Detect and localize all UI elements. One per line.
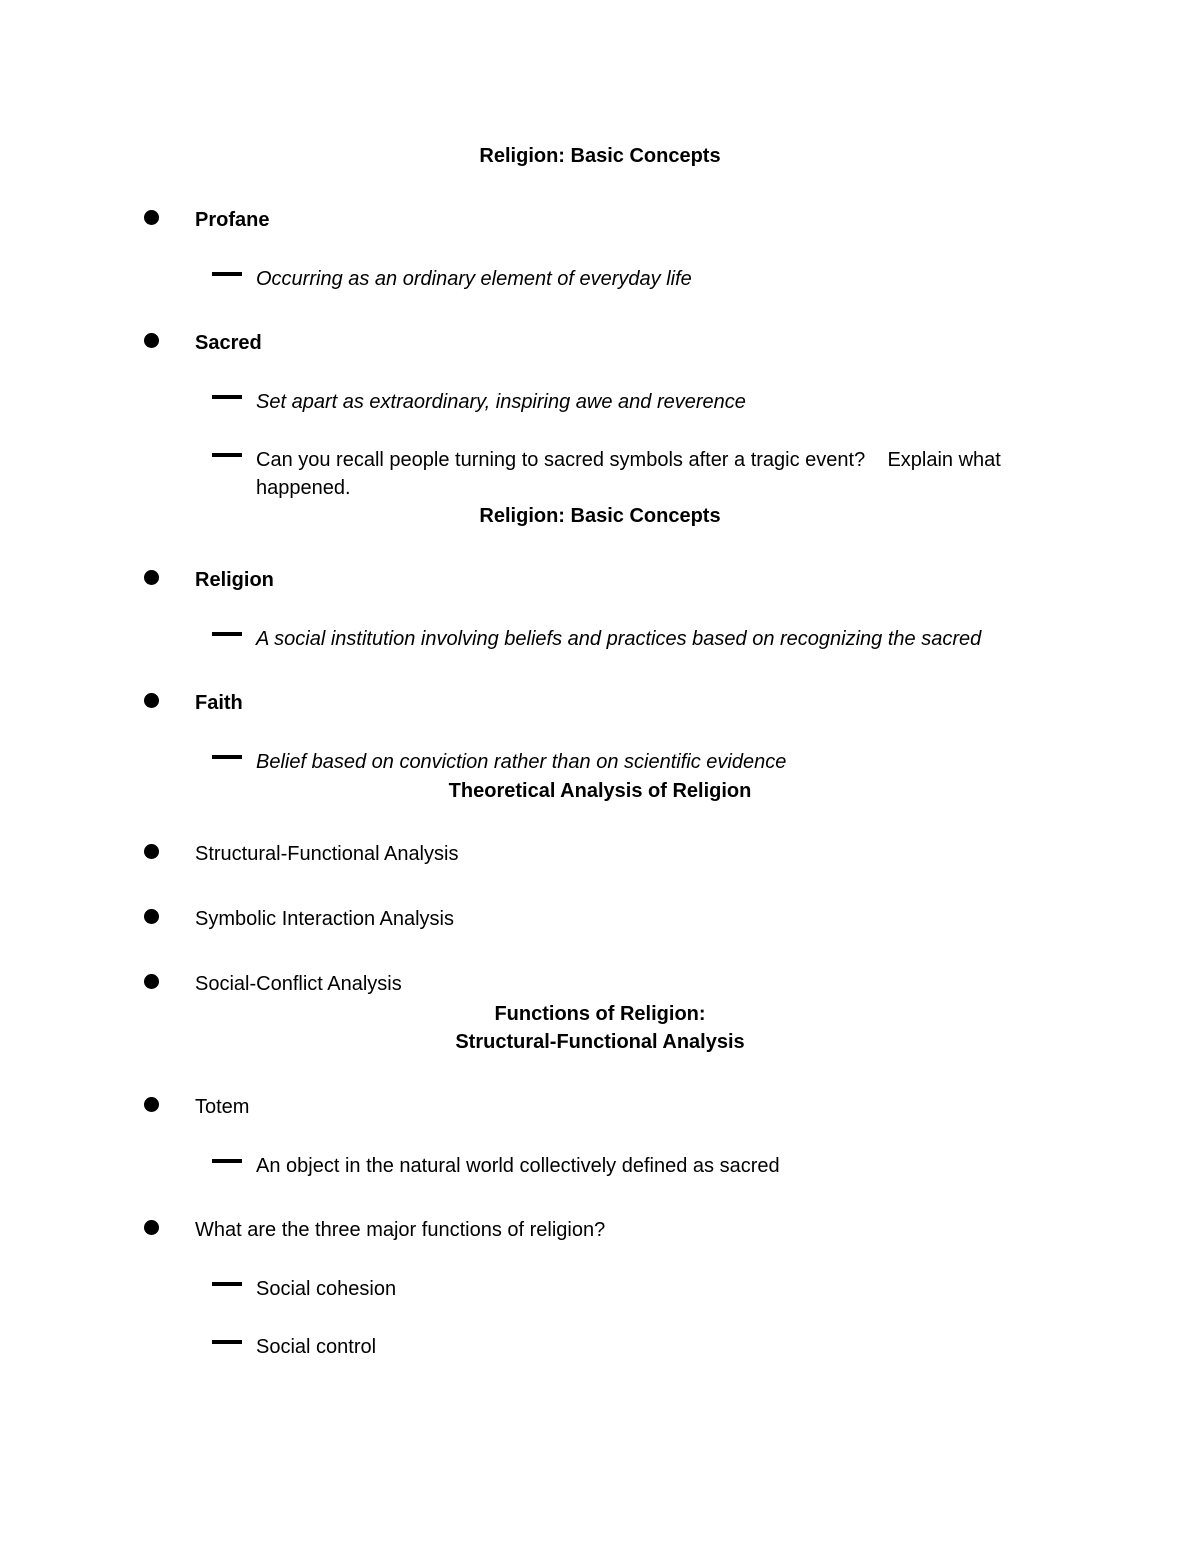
dash-icon bbox=[212, 272, 242, 276]
dash-icon bbox=[212, 453, 242, 457]
sub-item-text: Social cohesion bbox=[256, 1278, 397, 1300]
dash-icon bbox=[212, 395, 242, 399]
bullet-item bbox=[0, 971, 1200, 1001]
bullet-term: Structural-Functional Analysis bbox=[195, 843, 459, 865]
sub-item-text: Belief based on conviction rather than on scientific evidence bbox=[256, 751, 787, 773]
sub-item-text: Set apart as extraordinary, inspiring awe and reverence bbox=[256, 391, 746, 413]
bullet-item bbox=[0, 330, 1200, 360]
section-heading: Theoretical Analysis of Religion bbox=[448, 780, 752, 802]
bullet-term: Faith bbox=[195, 692, 243, 714]
bullet-dot-icon bbox=[144, 909, 159, 924]
bullet-dot-icon bbox=[144, 210, 159, 225]
bullet-term: What are the three major functions of religion? bbox=[195, 1219, 606, 1241]
dash-icon bbox=[212, 1159, 242, 1163]
bullet-dot-icon bbox=[144, 333, 159, 348]
dash-icon bbox=[212, 1282, 242, 1286]
bullet-item bbox=[0, 841, 1200, 871]
bullet-term: Totem bbox=[195, 1096, 250, 1118]
sub-item-text: Social control bbox=[256, 1336, 377, 1358]
bullet-dot-icon bbox=[144, 693, 159, 708]
dash-icon bbox=[212, 755, 242, 759]
bullet-term: Symbolic Interaction Analysis bbox=[195, 908, 455, 930]
dash-icon bbox=[212, 1340, 242, 1344]
sub-item-text: An object in the natural world collectively defined as sacred bbox=[256, 1155, 780, 1177]
bullet-dot-icon bbox=[144, 844, 159, 859]
bullet-term: Social-Conflict Analysis bbox=[195, 973, 402, 995]
section-heading: Functions of Religion: bbox=[494, 1003, 706, 1025]
bullet-dot-icon bbox=[144, 974, 159, 989]
bullet-term: Profane bbox=[195, 209, 270, 231]
bullet-term: Religion bbox=[195, 569, 274, 591]
section-subheading: Structural-Functional Analysis bbox=[455, 1031, 745, 1053]
bullet-item bbox=[0, 1094, 1200, 1124]
bullet-item bbox=[0, 1217, 1200, 1247]
sub-item-text: A social institution involving beliefs and practices based on recognizing the sacred bbox=[256, 628, 982, 650]
bullet-dot-icon bbox=[144, 1220, 159, 1235]
bullet-item bbox=[0, 207, 1200, 237]
bullet-dot-icon bbox=[144, 1097, 159, 1112]
bullet-item bbox=[0, 690, 1200, 720]
bullet-item bbox=[0, 906, 1200, 936]
bullet-dot-icon bbox=[144, 570, 159, 585]
sub-item-text: Occurring as an ordinary element of everyday life bbox=[256, 268, 692, 290]
sub-item-text: Can you recall people turning to sacred symbols after a tragic event? Explain what happened. bbox=[256, 449, 1007, 499]
section-heading: Religion: Basic Concepts bbox=[479, 145, 721, 167]
bullet-item bbox=[0, 567, 1200, 597]
dash-icon bbox=[212, 632, 242, 636]
bullet-term: Sacred bbox=[195, 332, 262, 354]
section-heading: Religion: Basic Concepts bbox=[479, 505, 721, 527]
